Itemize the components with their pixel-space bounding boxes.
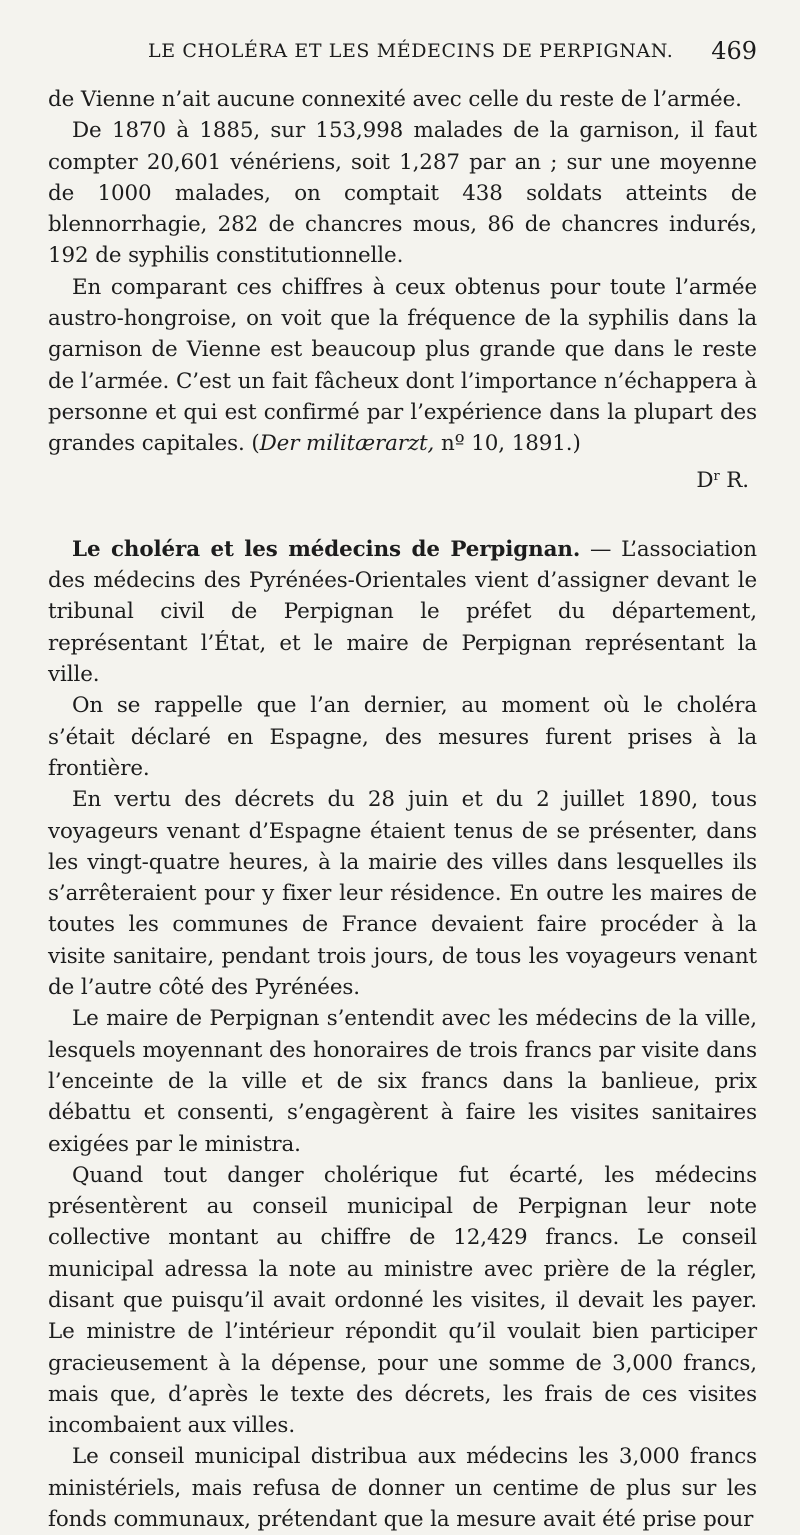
running-title: LE CHOLÉRA ET LES MÉDECINS DE PERPIGNAN. [148,40,674,62]
signature-superscript: r [713,468,720,484]
section-gap [48,496,757,534]
page-number: 469 [711,37,757,65]
paragraph-decrees: En vertu des décrets du 28 juin et du 2 juillet 1890, tous voyageurs venant d’Espagne étaient tenus de se présenter, dans les vingt-quatre heures, à la mairie des villes dans lesquelles ils s’arrêteraient pour y fixer leur résidence. En outre les maires de toutes les communes de France devaient faire procéder à la visite sanitaire, pendant trois jours, de tous les voyageurs venant de l’autre côté des Pyrénées. [48,787,757,1001]
section-heading: Le choléra et les médecins de Perpignan. [72,536,581,562]
body-text [48,84,757,1535]
source-title: Der militærarzt, [259,431,435,457]
source-reference: nº 10, 1891.) [434,431,581,457]
paragraph-council: Le conseil municipal distribua aux médecins les 3,000 francs ministériels, mais refusa de donner un centime de plus sur les fonds communaux, prétendant que la mesure avait été prise pour [48,1444,757,1533]
signature-prefix: D [696,467,714,493]
paragraph-cholera-spain: On se rappelle que l’an dernier, au moment où le choléra s’était déclaré en Espagne, des mesures furent prises à la frontière. [48,693,757,781]
signature-initial: R. [719,467,749,493]
paragraph-statistics: De 1870 à 1885, sur 153,998 malades de la garnison, il faut compter 20,601 vénériens, soit 1,287 par an ; sur une moyenne de 1000 malades, on comptait 438 soldats atteints de blennorrhagie, 282 de chancres mous, 86 de chancres indurés, 192 de syphilis constitutionnelle. [48,118,757,269]
paragraph-comparison [48,272,757,460]
paragraph-mayor: Le maire de Perpignan s’entendit avec les médecins de la ville, lesquels moyennant des honoraires de trois francs par visite dans l’enceinte de la ville et de six francs dans la banlieue, prix débattu et consenti, s’engagèrent à faire les visites sanitaires exigées par le ministra. [48,1006,757,1157]
comparison-text: En comparant ces chiffres à ceux obtenus pour toute l’armée austro-hongroise, on voit que la fréquence de la syphilis dans la garnison de Vienne est beaucoup plus grande que dans le reste de l’armée. C’est un fait fâcheux dont l’importance n’échappera à personne et qui est confirmé par l’expérience dans la plupart des grandes capitales. ( [48,274,757,457]
paragraph-heading [48,534,757,690]
paragraph-continuation: de Vienne n’ait aucune connexité avec celle du reste de l’armée. [48,87,742,112]
signature [48,461,749,496]
heading-paragraph-text: — L’association des médecins des Pyrénées-Orientales vient d’assigner devant le tribunal civil de Perpignan le préfet du département, représentant l’État, et le maire de Perpignan représentant la ville. [48,536,757,688]
running-head [48,36,757,76]
paragraph-fees: Quand tout danger cholérique fut écarté, les médecins présentèrent au conseil municipal de Perpignan leur note collective montant au chiffre de 12,429 francs. Le conseil municipal adressa la note au ministre avec prière de la régler, disant que puisqu’il avait ordonné les visites, il devait les payer. Le ministre de l’intérieur répondit qu’il voulait bien participer gracieusement à la dépense, pour une somme de 3,000 francs, mais que, d’après le texte des décrets, les frais de ces visites incombaient aux villes. [48,1162,757,1439]
